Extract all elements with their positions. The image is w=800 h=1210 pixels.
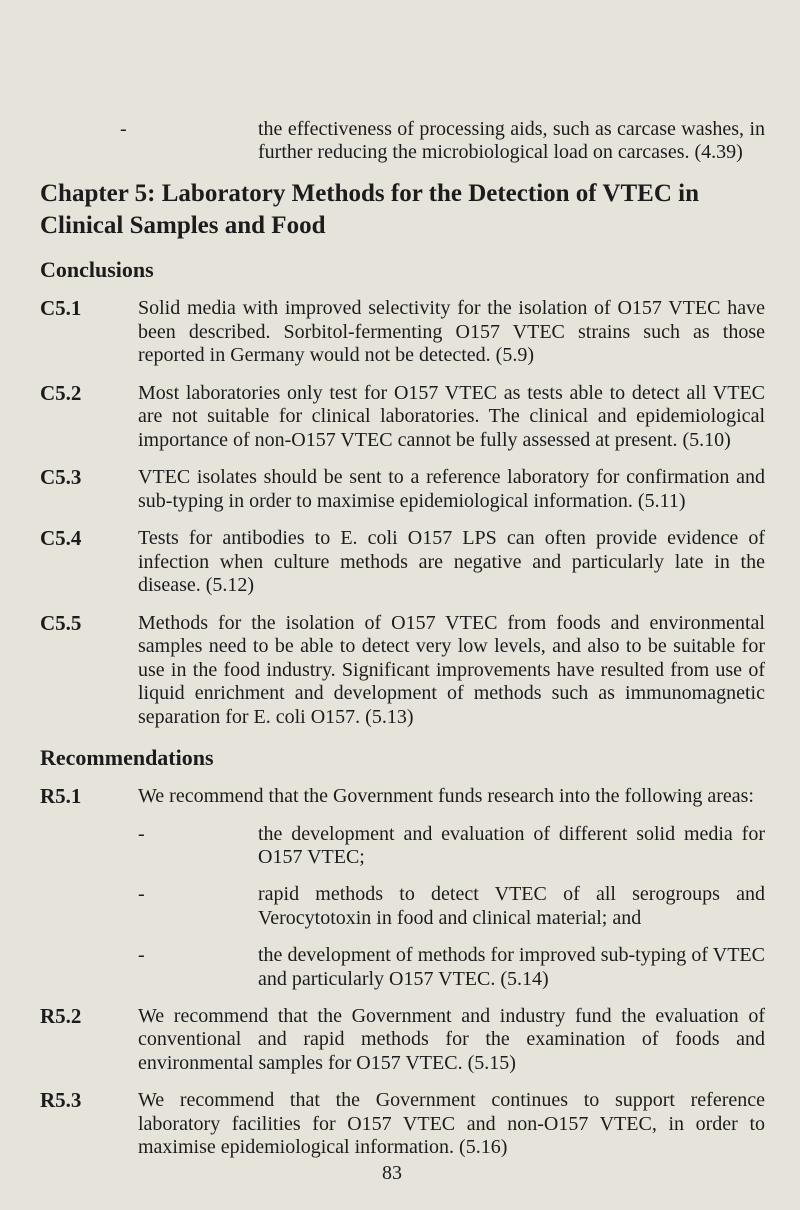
subitem-text: rapid methods to detect VTEC of all serogroups and Verocytotoxin in food and clinical material; and bbox=[258, 883, 765, 929]
recommendation-subitem bbox=[138, 883, 765, 930]
list-dash: - bbox=[138, 822, 145, 845]
list-dash: - bbox=[120, 118, 127, 140]
recommendation-item bbox=[40, 1089, 765, 1160]
item-code: C5.2 bbox=[40, 380, 82, 405]
item-text: Most laboratories only test for O157 VTEC as tests able to detect all VTEC are not suitable for clinical laboratories. The clinical and epidemiological importance of non-O157 VTEC cannot be fully assessed at present. (5.10) bbox=[138, 381, 765, 451]
page-number: 83 bbox=[382, 1162, 402, 1184]
conclusions-heading: Conclusions bbox=[40, 257, 154, 283]
recommendation-item bbox=[40, 1005, 765, 1076]
item-text: We recommend that the Government funds research into the following areas: bbox=[138, 785, 754, 807]
list-dash: - bbox=[138, 883, 145, 906]
conclusion-item bbox=[40, 527, 765, 598]
item-code: R5.2 bbox=[40, 1003, 82, 1028]
item-code: R5.1 bbox=[40, 784, 82, 808]
item-text: We recommend that the Government and industry fund the evaluation of conventional and rapid methods for the examination of foods and environmental samples for O157 VTEC. (5.15) bbox=[138, 1004, 765, 1074]
lead-item-text: the effectiveness of processing aids, such as carcase washes, in further reducing the microbiological load on carcases. (4.39) bbox=[258, 118, 765, 163]
item-text: Solid media with improved selectivity for the isolation of O157 VTEC have been described. Sorbitol-fermenting O157 VTEC strains such as those reported in Germany would not be detected. (5.9) bbox=[138, 297, 765, 366]
conclusion-item bbox=[40, 297, 765, 368]
chapter-title: Chapter 5: Laboratory Methods for the Detection of VTEC in Clinical Samples and Food bbox=[40, 179, 699, 239]
list-dash: - bbox=[138, 944, 145, 966]
conclusion-item bbox=[40, 382, 765, 453]
item-text: VTEC isolates should be sent to a reference laboratory for confirmation and sub-typing in order to maximise epidemiological information. (5.11) bbox=[138, 466, 765, 512]
subitem-text: the development and evaluation of different solid media for O157 VTEC; bbox=[258, 822, 765, 869]
item-code: C5.3 bbox=[40, 465, 82, 490]
item-text: Tests for antibodies to E. coli O157 LPS can often provide evidence of infection when culture methods are negative and particularly late in the disease. (5.12) bbox=[138, 527, 765, 596]
lead-list-item bbox=[120, 118, 765, 164]
recommendation-item bbox=[40, 785, 765, 809]
item-code: C5.4 bbox=[40, 526, 82, 550]
recommendation-subitem bbox=[138, 823, 765, 870]
item-code: C5.1 bbox=[40, 296, 82, 320]
subitem-text: the development of methods for improved sub-typing of VTEC and particularly O157 VTEC. (5.14) bbox=[258, 944, 765, 990]
conclusion-item bbox=[40, 466, 765, 513]
item-text: We recommend that the Government continues to support reference laboratory facilities for O157 VTEC and non-O157 VTEC, in order to maximise epidemiological information. (5.16) bbox=[138, 1089, 765, 1159]
item-text: Methods for the isolation of O157 VTEC from foods and environmental samples need to be able to detect very low levels, and also to be suitable for use in the food industry. Significant improvements have resulted from use of liquid enrichment and development of methods such as immunomagnetic separation for E. coli O157. (5.13) bbox=[138, 611, 765, 728]
recommendations-heading: Recommendations bbox=[40, 745, 214, 771]
conclusion-item bbox=[40, 612, 765, 730]
item-code: R5.3 bbox=[40, 1088, 82, 1113]
item-code: C5.5 bbox=[40, 610, 82, 635]
recommendation-subitem bbox=[138, 944, 765, 991]
